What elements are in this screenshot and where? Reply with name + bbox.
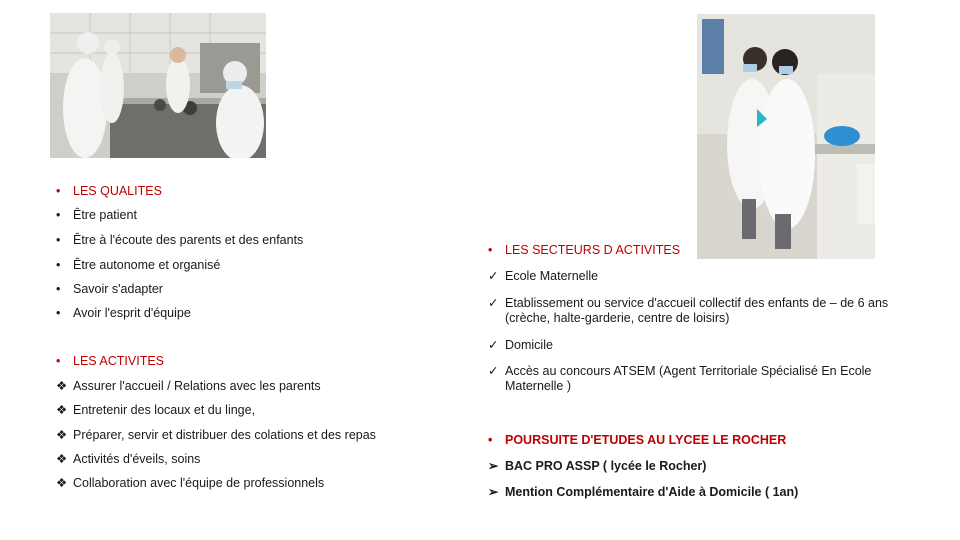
arrow-icon: ➢ — [488, 459, 499, 473]
bullet-diamond-icon: ❖ — [56, 452, 68, 466]
bullet-dot-icon: • — [56, 306, 61, 320]
check-icon: ✓ — [488, 364, 499, 378]
check-icon: ✓ — [488, 269, 499, 283]
bullet-diamond-icon: ❖ — [56, 403, 68, 417]
bullet-dot-icon: • — [488, 433, 493, 447]
arrow-icon: ➢ — [488, 485, 499, 499]
bullet-diamond-icon: ❖ — [56, 428, 68, 442]
check-icon: ✓ — [488, 338, 499, 352]
kitchen-photo — [50, 13, 266, 158]
bullet-dot-icon: • — [56, 354, 61, 368]
sink-photo — [697, 14, 875, 259]
bullet-dot-icon: • — [56, 233, 61, 247]
bullet-dot-icon: • — [56, 208, 61, 222]
check-icon: ✓ — [488, 296, 499, 310]
bullet-dot-icon: • — [56, 282, 61, 296]
bullet-diamond-icon: ❖ — [56, 476, 68, 490]
bullet-dot-icon: • — [56, 184, 61, 198]
bullet-dot-icon: • — [56, 258, 61, 272]
bullet-dot-icon: • — [488, 243, 493, 257]
bullet-diamond-icon: ❖ — [56, 379, 68, 393]
